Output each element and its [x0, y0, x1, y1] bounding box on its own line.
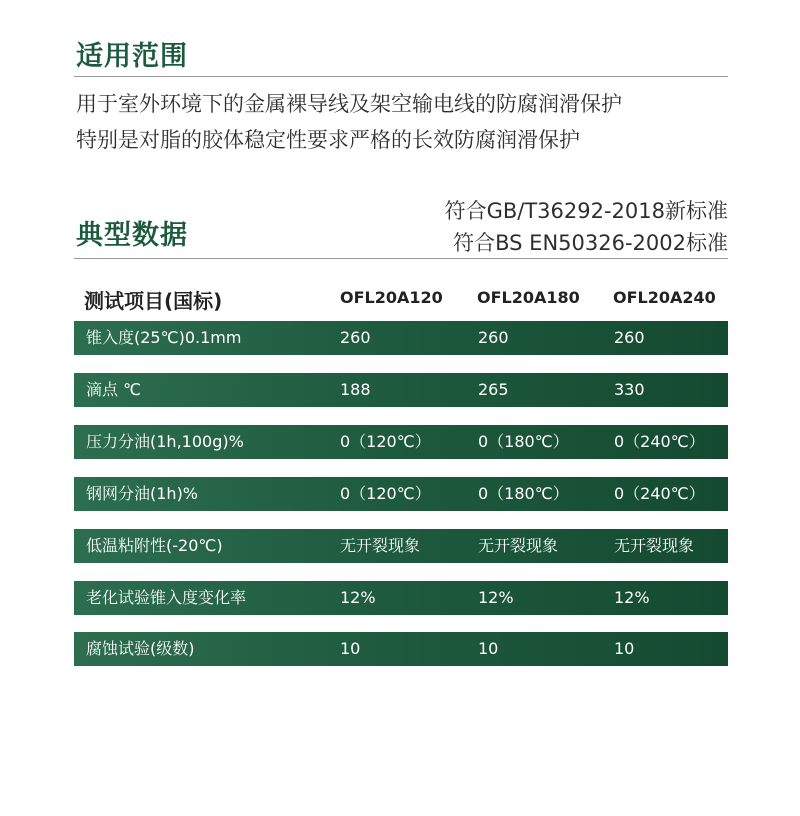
column-header-ofl20a120: OFL20A120	[340, 288, 443, 307]
data-divider	[74, 258, 728, 259]
cell-ofl20a120: 188	[340, 380, 371, 399]
standard-bs: 符合BS EN50326-2002标准	[453, 231, 728, 255]
table-row	[74, 425, 728, 459]
row-label: 滴点 ℃	[86, 380, 142, 399]
column-header-ofl20a180: OFL20A180	[477, 288, 580, 307]
cell-ofl20a120: 0（120℃）	[340, 432, 431, 451]
cell-ofl20a120: 无开裂现象	[340, 536, 421, 555]
cell-ofl20a240: 0（240℃）	[614, 432, 705, 451]
scope-line-1: 用于室外环境下的金属裸导线及架空输电线的防腐润滑保护	[76, 92, 622, 116]
cell-ofl20a240: 10	[614, 639, 635, 658]
row-label: 腐蚀试验(级数)	[86, 639, 195, 658]
table-row	[74, 373, 728, 407]
scope-divider	[74, 76, 728, 77]
cell-ofl20a180: 265	[478, 380, 509, 399]
row-label: 钢网分油(1h)%	[86, 484, 199, 503]
cell-ofl20a180: 0（180℃）	[478, 484, 569, 503]
row-label: 老化试验锥入度变化率	[86, 588, 247, 607]
cell-ofl20a240: 260	[614, 328, 645, 347]
cell-ofl20a180: 12%	[478, 588, 514, 607]
scope-line-2: 特别是对脂的胶体稳定性要求严格的长效防腐润滑保护	[76, 128, 580, 152]
typical-data-title: 典型数据	[76, 220, 188, 251]
scope-title: 适用范围	[76, 41, 188, 72]
cell-ofl20a240: 无开裂现象	[614, 536, 695, 555]
cell-ofl20a240: 0（240℃）	[614, 484, 705, 503]
column-header-test-item: 测试项目(国标)	[84, 289, 223, 313]
cell-ofl20a180: 0（180℃）	[478, 432, 569, 451]
table-row	[74, 529, 728, 563]
table-row	[74, 632, 728, 666]
cell-ofl20a180: 无开裂现象	[478, 536, 559, 555]
cell-ofl20a240: 330	[614, 380, 645, 399]
cell-ofl20a240: 12%	[614, 588, 650, 607]
cell-ofl20a120: 260	[340, 328, 371, 347]
cell-ofl20a120: 0（120℃）	[340, 484, 431, 503]
table-row	[74, 321, 728, 355]
cell-ofl20a120: 10	[340, 639, 361, 658]
column-header-ofl20a240: OFL20A240	[613, 288, 716, 307]
standard-gb: 符合GB/T36292-2018新标准	[444, 199, 728, 223]
table-row	[74, 477, 728, 511]
cell-ofl20a180: 260	[478, 328, 509, 347]
cell-ofl20a120: 12%	[340, 588, 376, 607]
table-row	[74, 581, 728, 615]
row-label: 低温粘附性(-20℃)	[86, 536, 223, 555]
row-label: 压力分油(1h,100g)%	[86, 432, 244, 451]
cell-ofl20a180: 10	[478, 639, 499, 658]
row-label: 锥入度(25℃)0.1mm	[86, 328, 242, 347]
